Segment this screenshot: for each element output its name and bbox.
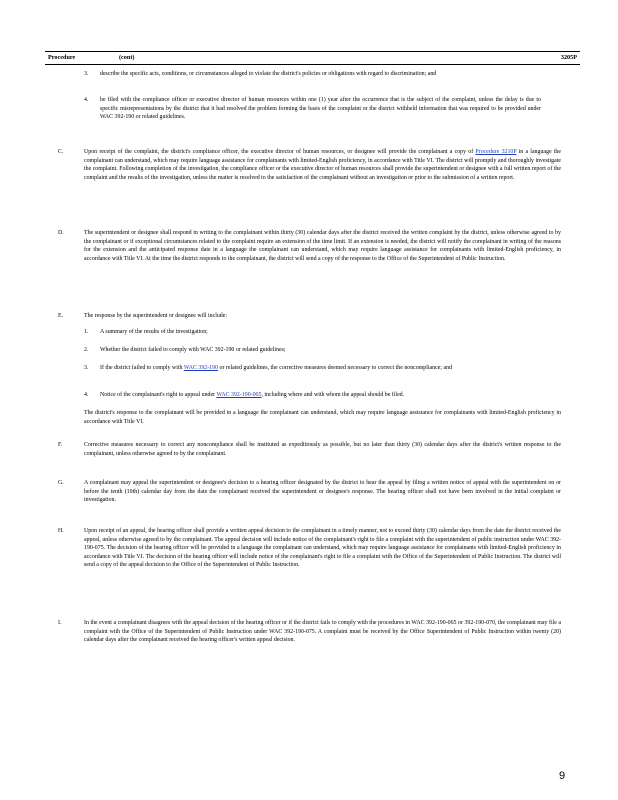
item-marker: 1. [84, 329, 89, 335]
wac-link[interactable]: WAC 392-190 [183, 365, 219, 371]
list-item: If the district failed to comply with WAC 392-190 or related guidelines, the corrective measures deemed necessary to correct the noncompliance; and [100, 365, 452, 371]
item-marker: E. [58, 313, 64, 319]
item-marker: C. [58, 149, 64, 155]
list-item: Corrective measures necessary to correct any noncompliance shall be instituted as expeditiously as possible, but no later than thirty (30) calendar days after the district's written response to the complainant, unless otherwise agreed to by the complainant. [84, 442, 561, 457]
wac-link[interactable]: WAC 392-190-005 [216, 392, 262, 398]
page-number: 9 [559, 770, 566, 782]
list-item: The response by the superintendent or designee will include: [84, 313, 227, 319]
response-paragraph: The district's response to the complainant will be provided in a language the complainant can understand, which may require language assistance for complainants with limited-English proficiency in accordance with Title VI. [84, 410, 561, 425]
list-item: A summary of the results of the investigation; [100, 329, 208, 335]
list-item: describe the specific acts, conditions, or circumstances alleged to violate the district's policies or obligations with regard to discrimination; and [100, 71, 437, 77]
list-item: The superintendent or designee shall respond in writing to the complainant within thirty (30) calendar days after the district received the written complaint by the district, unless otherwise agreed to by the complainant or if exceptional circumstances related to the complaint require an extension of the time limit. If an extension is needed, the district will notify the complainant in writing of the reasons for the extension and the anticipated response date in a language the complainant can understand, which may require language assistance for complainants with limited-English proficiency, in accordance with Title VI. At the time the district responds to the complainant, the district will send a copy of the response to the Office of the Superintendent of Public Instruction. [84, 230, 561, 262]
list-item: A complainant may appeal the superintendent or designee's decision to a hearing officer designated by the district to hear the appeal by filing a written notice of appeal with the superintendent on or before the tenth (10th) calendar day from the date the complainant received the superintendent or designee's response. The hearing officer shall not have been involved in the initial complaint or investigation. [84, 480, 561, 504]
list-item: Upon receipt of the complaint, the district's compliance officer, the executive director of human resources, or designee will provide the complainant a copy of Procedure 3210P in a language the complainant can understand, which may require language assistance for complainants with limited-English proficiency, in accordance with Title VI. The district will promptly and thoroughly investigate the complaint. Following completion of the investigation, the compliance officer or the executive director of human resources shall provide the superintendent or designee with a full written report of the complaint and the results of the investigation, unless the matter is resolved to the satisfaction of the complainant without an investigation or prior to the submission of a written report. [84, 149, 561, 181]
item-marker: 2. [84, 347, 89, 353]
item-marker: I. [58, 620, 62, 626]
list-item: Whether the district failed to comply with WAC 392-190 or related guidelines; [100, 347, 286, 353]
list-item: In the event a complainant disagrees with the appeal decision of the hearing officer or if the district fails to comply with the procedures in WAC 392-190-065 or 392-190-070, the complainant may file a complaint with the Office of the Superintendent of Public Instruction under WAC 392-190-075. A complaint must be received by the Office Superintendent of Public Instruction within twenty (20) calendar days after the complainant received the hearing officer's written appeal decision. [84, 620, 561, 644]
procedure-link[interactable]: Procedure 3210P [475, 149, 517, 155]
item-marker: H. [58, 528, 64, 534]
cont-label: (cont) [119, 54, 135, 61]
item-marker: 3. [84, 365, 89, 371]
item-marker: 3. [84, 71, 89, 77]
list-item: be filed with the compliance officer or executive director of human resources within one (1) year after the occurrence that is the subject of the complaint, unless the delay is due to specific misrepresentations by the district that it had resolved the problem forming the basis of the complaint or the district withheld information that was required to be provided under WAC 392-190 or related guidelines. [100, 97, 541, 121]
procedure-code: 3205P [560, 54, 577, 61]
procedure-label: Procedure [48, 54, 76, 61]
procedure-header-bar [45, 51, 580, 65]
item-marker: 4. [84, 97, 89, 103]
item-marker: G. [58, 480, 64, 486]
item-marker: F. [58, 442, 63, 448]
list-item: Upon receipt of an appeal, the hearing officer shall provide a written appeal decision to the complainant in a timely manner, not to exceed thirty (30) calendar days from the date the district received the appeal, unless otherwise agreed to by the complainant. The appeal decision will include notice of the complainant's right to file a complaint with the superintendent of public instruction under WAC 392-190-075. The decision of the hearing officer will be provided in a language the complainant can understand, which may require language assistance for complainants with limited-English proficiency in accordance with Title VI. The decision of the hearing officer will include notice of the complainant's right to file a complaint with the Office of the Superintendent of Public Instruction. The district will send a copy of the appeal decision to the Office of the Superintendent of Public Instruction. [84, 528, 561, 569]
list-item: Notice of the complainant's right to appeal under WAC 392-190-005, including where and with whom the appeal should be filed. [100, 392, 405, 398]
item-marker: D. [58, 230, 64, 236]
item-marker: 4. [84, 392, 89, 398]
